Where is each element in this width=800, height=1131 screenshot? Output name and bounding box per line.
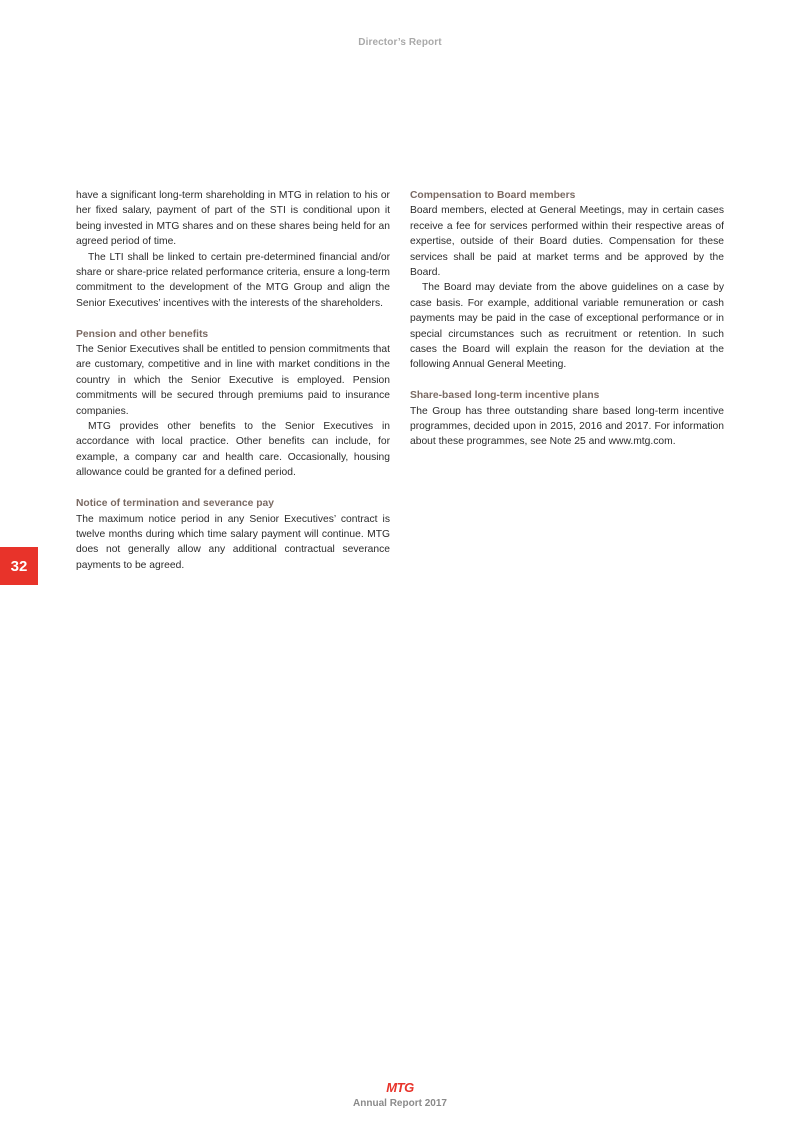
paragraph: have a significant long-term shareholding in MTG in relation to his or her fixed salary, payment of part of the STI is conditional upon it being invested in MTG shares and on these shares being held for an agreed period of time. <box>76 190 390 248</box>
footer <box>0 1079 800 1111</box>
paragraph: The Group has three outstanding share based long-term incentive programmes, decided upon in 2015, 2016 and 2017. For information about these programmes, see Note 25 and www.mtg.com. <box>410 405 724 448</box>
paragraph: Board members, elected at General Meetings, may in certain cases receive a fee for services performed within their respective areas of expertise, outside of their Board duties. Compensation for these services shall be paid at market terms and be approved by the Board. <box>410 205 724 279</box>
paragraph: The Senior Executives shall be entitled to pension commitments that are customary, competitive and in line with market conditions in the country in which the Senior Executive is employed. Pension commitments will be secured through premiums paid to insurance companies. <box>76 344 390 417</box>
paragraph: The Board may deviate from the above guidelines on a case by case basis. For example, additional variable remuneration or cash payments may be paid in the case of exceptional performance or in special circumstances such as recruitment or retention. In such cases the Board will explain the reason for the deviation at the following Annual General Meeting. <box>410 282 724 371</box>
mtg-logo: MTG <box>386 1080 414 1095</box>
left-column <box>76 188 390 573</box>
footer-report-title: Annual Report 2017 <box>353 1098 447 1109</box>
paragraph: The LTI shall be linked to certain pre-determined financial and/or share or share-price related performance criteria, ensure a long-term commitment to the development of the MTG Group and align the Senior Executives’ incentives with the interests of the shareholders. <box>76 251 390 309</box>
page-number-tab: 32 <box>0 547 38 585</box>
section-heading-share-plans: Share-based long-term incentive plans <box>410 390 600 402</box>
paragraph: The maximum notice period in any Senior Executives’ contract is twelve months during which time salary payment will continue. MTG does not generally allow any additional contractual severance payments to be agreed. <box>76 513 390 571</box>
section-heading-board: Compensation to Board members <box>410 190 576 201</box>
running-header: Director’s Report <box>358 37 442 48</box>
section-heading-pension: Pension and other benefits <box>76 328 209 340</box>
right-column <box>410 188 724 450</box>
paragraph: MTG provides other benefits to the Senior Executives in accordance with local practice. Other benefits can include, for example, a company car and health care. Occasionally, housing allowance could be granted for a defined period. <box>76 421 390 479</box>
section-heading-notice: Notice of termination and severance pay <box>76 498 274 510</box>
